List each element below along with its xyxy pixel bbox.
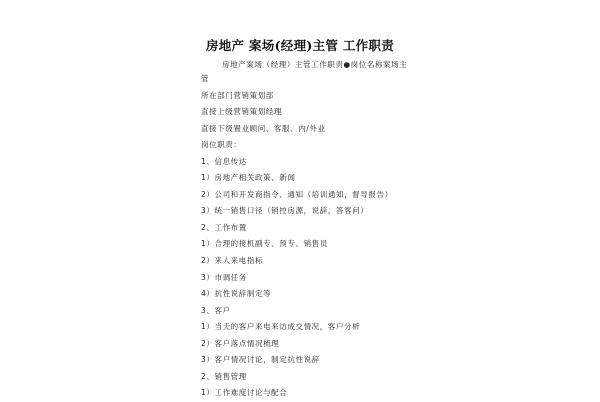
document-line: 4）抗性说辞制定等 bbox=[201, 289, 272, 299]
document-line: 1）房地产相关政策、新闻 bbox=[201, 173, 296, 183]
document-line: 3）市调任务 bbox=[201, 272, 247, 282]
document-line: 直接下级置业顾问、客服、内/外业 bbox=[201, 123, 326, 133]
document-line: 2）来人来电指标 bbox=[201, 256, 264, 266]
document-line: 3、客户 bbox=[201, 305, 231, 315]
document-line: 2、工作布置 bbox=[201, 222, 247, 232]
document-line: 3）统一销售口径（销控房源，说辞，答客问） bbox=[201, 206, 369, 216]
document-line: 所在部门营销策划部 bbox=[201, 90, 274, 100]
document-line: 2、销售管理 bbox=[201, 371, 247, 381]
document-body bbox=[201, 71, 431, 402]
document-first-line: 房地产案场（经理）主管工作职责●岗位名称案场主 bbox=[222, 60, 408, 69]
document-line: 岗位职责： bbox=[201, 140, 242, 150]
document-line: 1）工作难度讨论与配合 bbox=[201, 388, 288, 398]
document-line: 管 bbox=[201, 74, 210, 83]
document-line: 2）公司和开发商指令、通知（培训通知，督导报告） bbox=[201, 189, 393, 199]
document-line: 1、信息传达 bbox=[201, 156, 247, 166]
document-line: 3）客户情况讨论，制定抗性说辞 bbox=[201, 355, 320, 365]
document-line: 2）客户落点情况梳理 bbox=[201, 338, 280, 348]
document-line: 1）合理的接机副专、预专、销售员 bbox=[201, 239, 328, 249]
document-line: 1）当天的客户来电来访成交情况，客户分析 bbox=[201, 322, 361, 332]
document-title: 房地产 案场(经理)主管 工作职责 bbox=[205, 38, 395, 53]
document-line: 直接上级营销策划经理 bbox=[201, 107, 282, 117]
